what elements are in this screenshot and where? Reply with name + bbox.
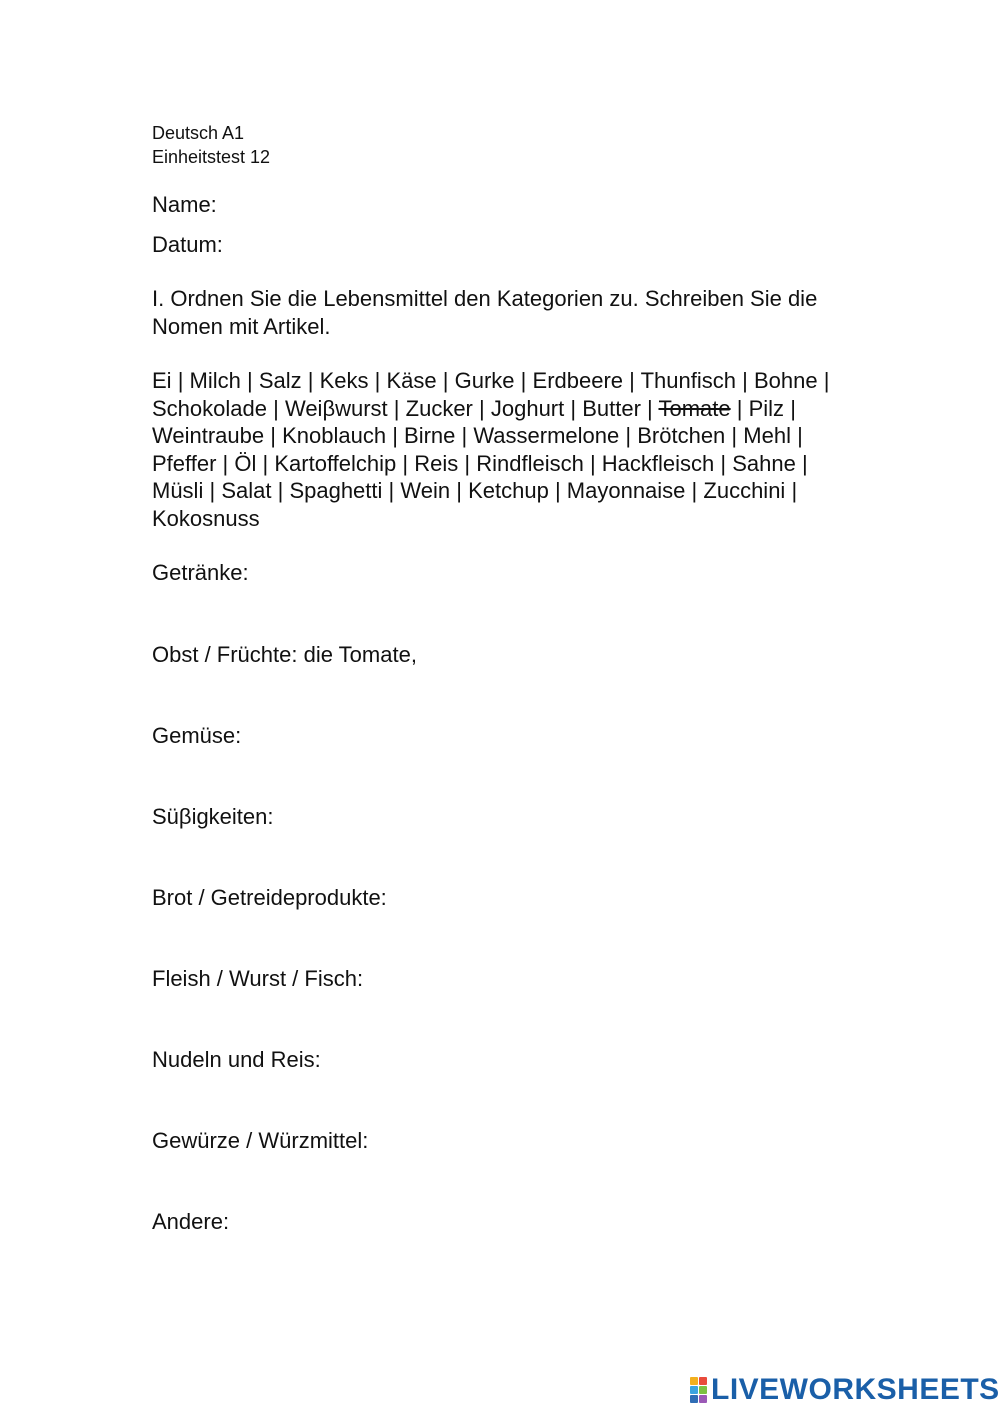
word-separator: | xyxy=(625,423,632,449)
word-separator: | xyxy=(262,450,269,476)
word-bank-item: Hackfleisch xyxy=(601,450,715,476)
category-gewuerze: Gewürze / Würzmittel: xyxy=(152,1128,369,1153)
word-bank-item: Erdbeere xyxy=(532,368,624,393)
category-getraenke: Getränke: xyxy=(152,560,249,585)
word-bank xyxy=(152,367,842,533)
course-label: Deutsch A1 xyxy=(152,123,245,143)
word-separator: | xyxy=(797,423,803,449)
logo-tile xyxy=(699,1386,707,1394)
logo-tiles-icon xyxy=(690,1377,707,1403)
word-bank-item: Gurke xyxy=(454,368,515,393)
word-bank-item: Weintraube xyxy=(152,423,265,449)
word-separator: | xyxy=(461,423,468,449)
word-bank-item: Kokosnuss xyxy=(152,505,260,531)
word-separator: | xyxy=(442,368,449,393)
word-separator: | xyxy=(392,423,398,449)
word-separator: | xyxy=(742,368,748,393)
category-andere: Andere: xyxy=(152,1209,230,1234)
word-separator: | xyxy=(209,478,216,504)
word-separator: | xyxy=(629,368,635,393)
word-bank-item: Ketchup xyxy=(468,478,549,504)
word-bank-item: Wein xyxy=(400,478,451,504)
word-separator: | xyxy=(277,478,284,504)
word-separator: | xyxy=(247,368,253,393)
word-bank-item: Bohne xyxy=(753,368,818,393)
word-separator: | xyxy=(823,368,830,393)
word-separator: | xyxy=(177,368,184,393)
word-bank-item: Birne xyxy=(404,423,456,449)
word-bank-item: Zucchini xyxy=(703,478,786,504)
logo-tile xyxy=(690,1386,698,1394)
word-separator: | xyxy=(402,450,409,476)
category-obst: Obst / Früchte: die Tomate, xyxy=(152,642,417,667)
word-bank-item: Tomate xyxy=(658,395,731,421)
word-separator: | xyxy=(222,450,229,476)
word-separator: | xyxy=(273,395,279,421)
date-label: Datum: xyxy=(152,232,223,257)
category-nudeln: Nudeln und Reis: xyxy=(152,1047,321,1072)
logo-tile xyxy=(699,1377,707,1385)
word-bank-item: Pfeffer xyxy=(152,450,217,476)
word-bank-item: Käse xyxy=(386,368,437,393)
word-separator: | xyxy=(520,368,527,393)
word-bank-item: Butter xyxy=(582,395,641,421)
logo-tile xyxy=(690,1395,698,1403)
logo-tile xyxy=(699,1395,707,1403)
word-bank-item: Thunfisch xyxy=(640,368,736,393)
word-separator: | xyxy=(456,478,462,504)
word-separator: | xyxy=(570,395,577,421)
word-separator: | xyxy=(589,450,596,476)
word-bank-item: Rindfleisch xyxy=(476,450,584,476)
word-bank-item: Öl xyxy=(234,450,257,476)
word-separator: | xyxy=(464,450,471,476)
word-bank-item: Kartoffelchip xyxy=(274,450,397,476)
word-separator: | xyxy=(791,478,798,504)
word-separator: | xyxy=(374,368,381,393)
word-bank-item: Pilz xyxy=(748,395,785,421)
word-separator: | xyxy=(720,450,727,476)
word-bank-item: Brötchen xyxy=(637,423,726,449)
category-gemuese: Gemüse: xyxy=(152,723,242,748)
word-bank-item: Müsli xyxy=(152,478,204,504)
category-fleisch: Fleish / Wurst / Fisch: xyxy=(152,966,364,991)
liveworksheets-logo xyxy=(690,1372,1000,1408)
word-separator: | xyxy=(802,450,808,476)
word-bank-item: Salat xyxy=(221,478,272,504)
logo-text: LIVEWORKSHEETS xyxy=(711,1373,1000,1406)
word-bank-item: Joghurt xyxy=(490,395,565,421)
word-bank-item: Spaghetti xyxy=(289,478,383,504)
word-bank-item: Mayonnaise xyxy=(566,478,686,504)
task-instruction: I. Ordnen Sie die Lebensmittel den Kategorien zu. Schreiben Sie die Nomen mit Artikel. xyxy=(152,286,818,339)
word-bank-item: Milch xyxy=(189,368,241,393)
word-separator: | xyxy=(270,423,276,449)
word-separator: | xyxy=(731,423,738,449)
word-separator: | xyxy=(691,478,698,504)
word-separator: | xyxy=(790,395,796,421)
word-bank-item: Wassermelone xyxy=(473,423,620,449)
word-separator: | xyxy=(554,478,561,504)
word-bank-item: Reis xyxy=(414,450,459,476)
test-label: Einheitstest 12 xyxy=(152,147,271,167)
word-separator: | xyxy=(307,368,314,393)
word-separator: | xyxy=(647,395,653,421)
name-label: Name: xyxy=(152,192,217,217)
word-bank-item: Salz xyxy=(258,368,302,393)
word-bank-item: Weiβwurst xyxy=(284,395,388,421)
word-separator: | xyxy=(736,395,743,421)
word-bank-item: Keks xyxy=(319,368,369,393)
word-separator: | xyxy=(479,395,485,421)
logo-tile xyxy=(690,1377,698,1385)
word-bank-item: Zucker xyxy=(405,395,473,421)
word-bank-item: Sahne xyxy=(732,450,796,476)
word-separator: | xyxy=(393,395,400,421)
word-bank-item: Ei xyxy=(152,368,172,393)
word-bank-item: Mehl xyxy=(743,423,791,449)
worksheet-header xyxy=(152,121,270,169)
category-brot: Brot / Getreideprodukte: xyxy=(152,885,387,910)
category-suessigkeiten: Süβigkeiten: xyxy=(152,804,274,829)
word-separator: | xyxy=(388,478,395,504)
word-bank-item: Schokolade xyxy=(152,395,267,421)
word-bank-item: Knoblauch xyxy=(282,423,387,449)
